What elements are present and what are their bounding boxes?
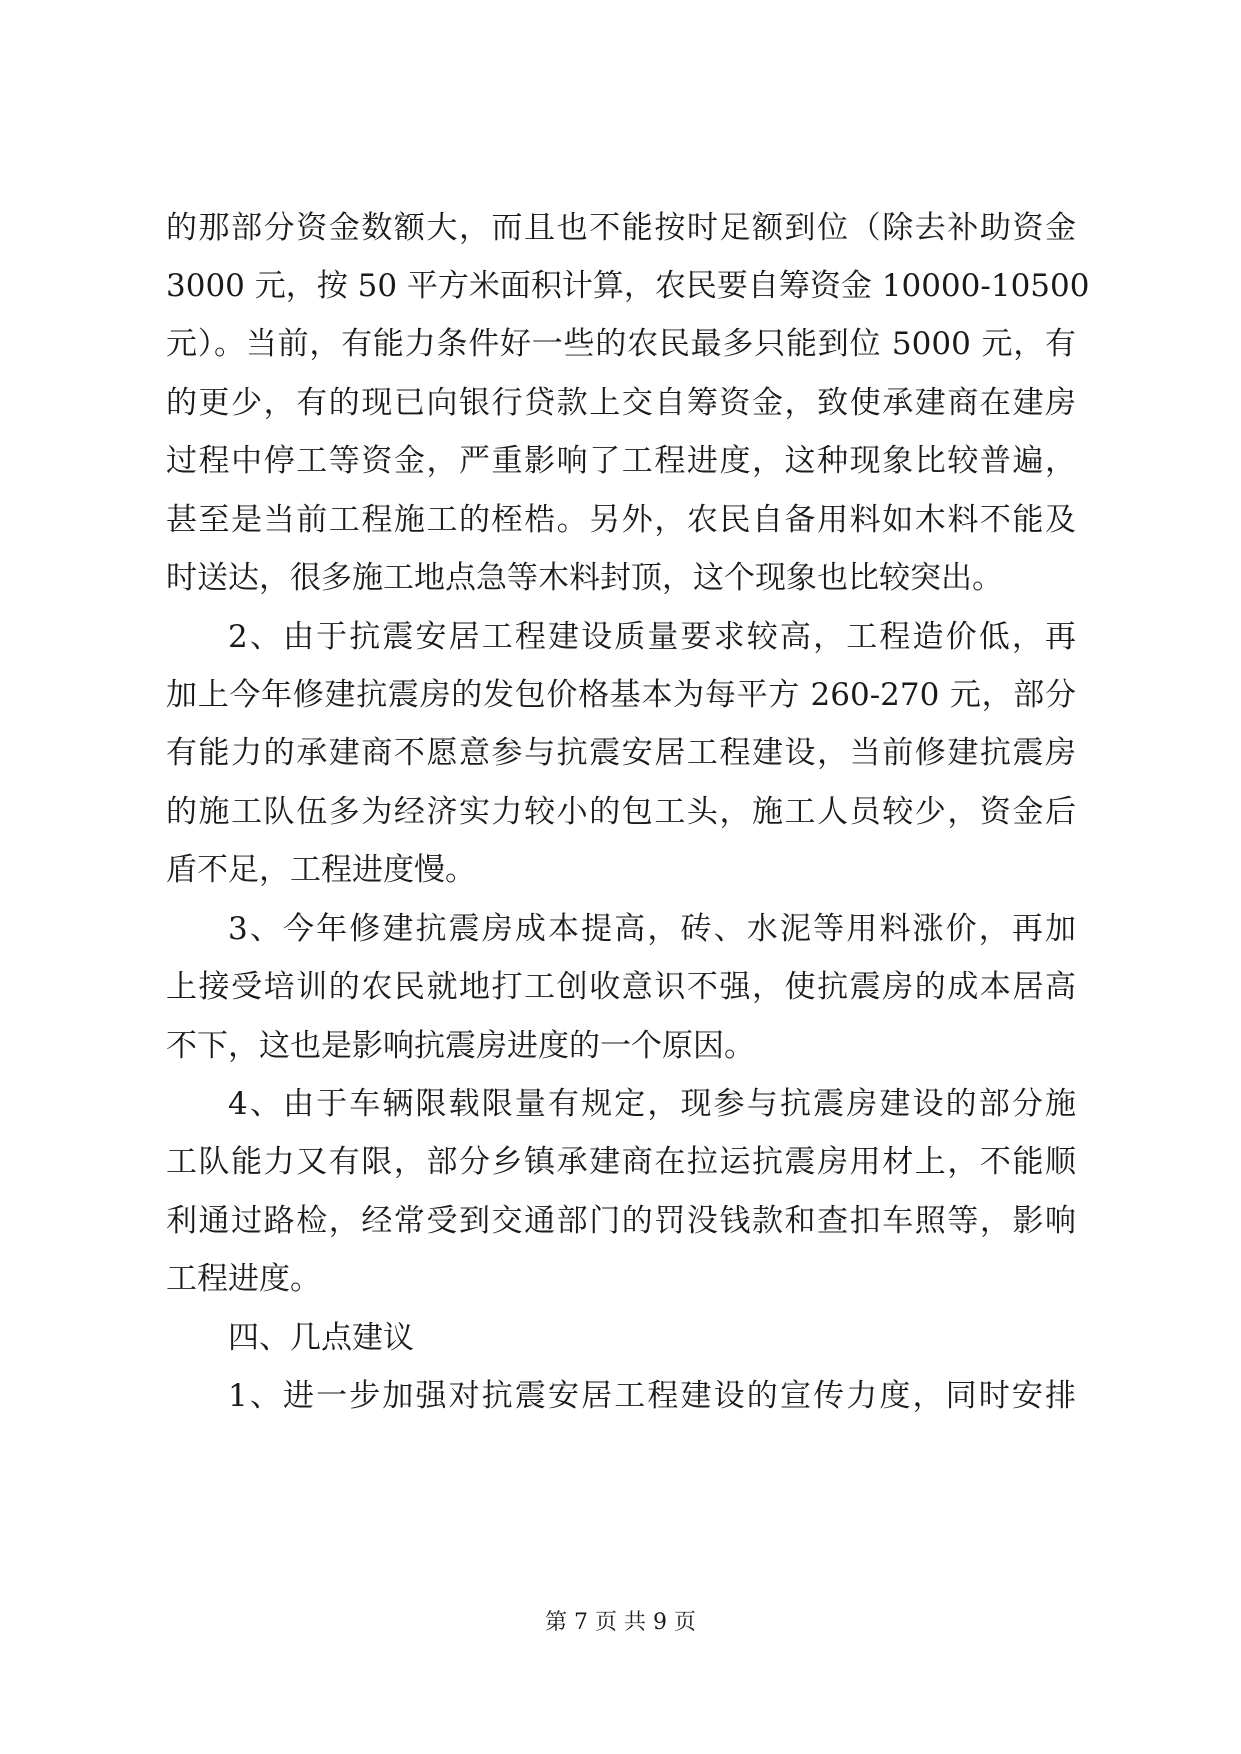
paragraph-3-first-line: 3、今年修建抗震房成本提高，砖、水泥等用料涨价，再加 bbox=[228, 911, 1076, 947]
text-line: 上接受培训的农民就地打工创收意识不强，使抗震房的成本居高 bbox=[166, 969, 1076, 1005]
page-number-footer: 第 7 页 共 9 页 bbox=[545, 1610, 696, 1635]
text-line: 元）。当前，有能力条件好一些的农民最多只能到位 5000 元，有 bbox=[166, 326, 1076, 362]
text-line: 3000 元，按 50 平方米面积计算，农民要自筹资金 10000-10500 bbox=[166, 268, 1090, 304]
text-line: 的那部分资金数额大，而且也不能按时足额到位（除去补助资金 bbox=[166, 210, 1076, 246]
text-line: 利通过路检，经常受到交通部门的罚没钱款和查扣车照等，影响 bbox=[166, 1203, 1076, 1239]
text-line: 有能力的承建商不愿意参与抗震安居工程建设，当前修建抗震房 bbox=[166, 735, 1076, 771]
text-line: 加上今年修建抗震房的发包价格基本为每平方 260-270 元，部分 bbox=[166, 677, 1076, 713]
text-line: 不下，这也是影响抗震房进度的一个原因。 bbox=[166, 1028, 755, 1064]
paragraph-5-first-line: 1、进一步加强对抗震安居工程建设的宣传力度，同时安排 bbox=[228, 1378, 1076, 1414]
text-line: 甚至是当前工程施工的桎梏。另外，农民自备用料如木料不能及 bbox=[166, 502, 1076, 538]
paragraph-4-first-line: 4、由于车辆限载限量有规定，现参与抗震房建设的部分施 bbox=[228, 1086, 1076, 1122]
paragraph-2-first-line: 2、由于抗震安居工程建设质量要求较高，工程造价低，再 bbox=[228, 619, 1076, 655]
text-line: 过程中停工等资金，严重影响了工程进度，这种现象比较普遍， bbox=[166, 443, 1076, 479]
text-line: 工队能力又有限，部分乡镇承建商在拉运抗震房用材上，不能顺 bbox=[166, 1144, 1076, 1180]
section-heading: 四、几点建议 bbox=[228, 1320, 414, 1356]
text-line: 的施工队伍多为经济实力较小的包工头，施工人员较少，资金后 bbox=[166, 794, 1076, 830]
text-line: 工程进度。 bbox=[166, 1261, 321, 1297]
text-line: 时送达，很多施工地点急等木料封顶，这个现象也比较突出。 bbox=[166, 560, 1003, 596]
text-line: 的更少，有的现已向银行贷款上交自筹资金，致使承建商在建房 bbox=[166, 385, 1076, 421]
text-line: 盾不足，工程进度慢。 bbox=[166, 852, 476, 888]
